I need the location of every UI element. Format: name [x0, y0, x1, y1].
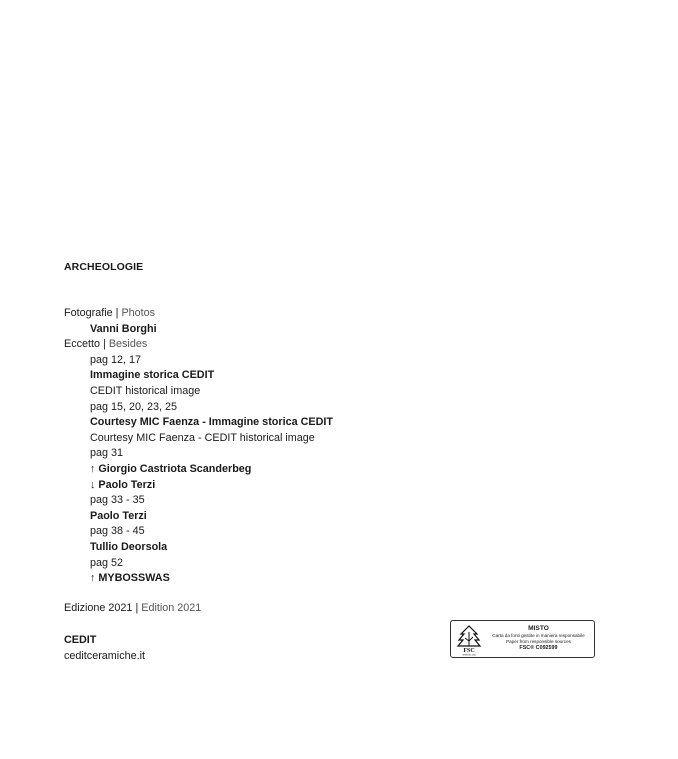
fsc-license-code: FSC® C092599 — [519, 645, 558, 651]
besides-label-en: Besides — [108, 338, 148, 351]
photos-label — [64, 306, 333, 322]
photos-label-it: Fotografie — [64, 307, 113, 319]
edition-line — [64, 602, 201, 614]
fsc-logo-url: www.fsc.org — [462, 653, 476, 656]
besides-label-it: Eccetto — [64, 338, 101, 351]
fsc-line-en: Paper from responsible sources — [506, 639, 571, 644]
credit-entry: CEDIT historical image — [90, 384, 201, 397]
separator: | — [103, 338, 106, 351]
fsc-heading: MISTO — [528, 625, 549, 632]
besides-list — [64, 353, 333, 587]
credit-entry: pag 33 - 35 — [90, 494, 145, 507]
fsc-tree-logo-icon — [455, 624, 483, 656]
photographer-name: Vanni Borghi — [90, 322, 157, 335]
credit-entry: pag 38 - 45 — [90, 525, 145, 538]
credit-entry: Tullio Deorsola — [90, 540, 168, 553]
credit-entry: ↑ MYBOSSWAS — [90, 572, 170, 585]
photo-credits — [64, 306, 333, 587]
edition-label-en: Edition 2021 — [141, 602, 202, 614]
credit-entry: Immagine storica CEDIT — [90, 369, 215, 382]
credit-entry: pag 15, 20, 23, 25 — [90, 400, 178, 413]
separator: | — [115, 307, 119, 319]
fsc-logo-text: FSC — [463, 648, 475, 654]
photos-label-en: Photos — [121, 307, 156, 319]
credit-entry: Paolo Terzi — [90, 509, 147, 522]
credit-entry: pag 52 — [90, 556, 124, 569]
credit-entry: Courtesy MIC Faenza - Immagine storica CEDIT — [90, 416, 333, 429]
credit-entry: Courtesy MIC Faenza - CEDIT historical image — [90, 431, 315, 444]
publisher-website: ceditceramiche.it — [64, 649, 146, 662]
besides-label — [64, 337, 333, 353]
credit-entry: pag 31 — [90, 447, 124, 460]
credit-entry: ↑ Giorgio Castriota Scanderbeg — [90, 462, 252, 475]
fsc-certification-label — [450, 620, 595, 658]
credit-entry: ↓ Paolo Terzi — [90, 478, 156, 491]
page-title: ARCHEOLOGIE — [64, 261, 144, 273]
fsc-line-it: Carta da fonti gestite in maniera responsabile — [492, 633, 585, 638]
credit-entry: pag 12, 17 — [90, 353, 142, 366]
edition-label-it: Edizione 2021 — [64, 602, 133, 614]
publisher-name: CEDIT — [64, 634, 97, 646]
publisher-block — [64, 633, 145, 664]
fsc-text-block — [483, 625, 594, 651]
separator: | — [135, 602, 139, 614]
